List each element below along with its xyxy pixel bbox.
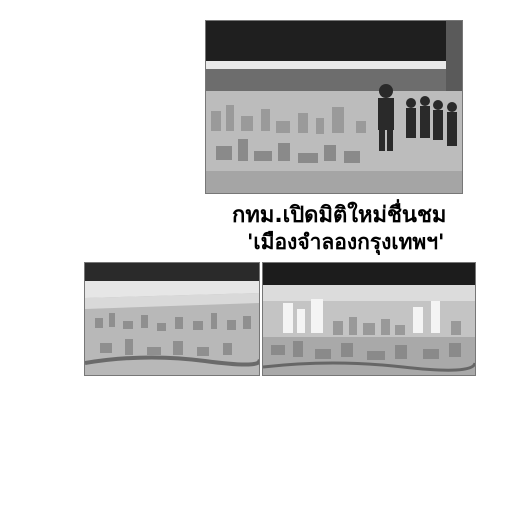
city-model-photo-right [262,262,476,376]
article-column-2 [207,378,349,512]
headline-line-2: 'เมืองจำลองกรุงเทพฯ' [247,230,445,254]
article-column-1 [60,378,202,512]
article-column-3 [354,378,496,512]
city-model-photo-left [84,262,260,376]
article-body [60,18,202,238]
headline-line-1: กทม.เปิดมิติใหม่ชื่นชม [232,203,447,228]
city-model-photo-main [205,20,463,194]
